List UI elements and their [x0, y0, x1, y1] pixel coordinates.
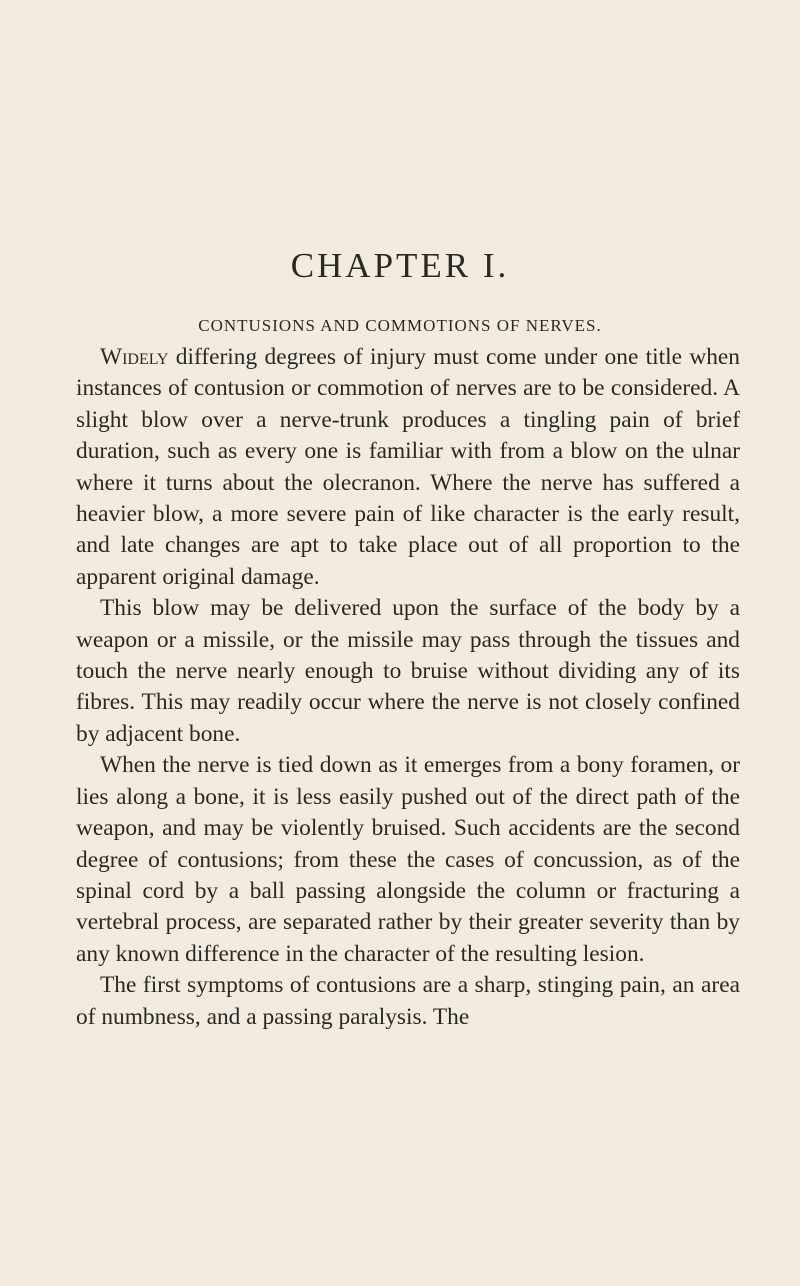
paragraph-2: This blow may be delivered upon the surface of the body by a weapon or a missile, or the missile may pass through the tissues and touch the nerve nearly enough to bruise without dividing any of its fibres. This may readily occur where the nerve is not closely confined by adjacent bone.	[76, 595, 740, 747]
body-text	[76, 342, 740, 1033]
paragraph-lead-word: Widely	[100, 344, 169, 370]
chapter-subtitle: CONTUSIONS AND COMMOTIONS OF NERVES.	[198, 316, 602, 335]
paragraph-4: The first symptoms of contusions are a sharp, stinging pain, an area of numbness, and a passing paralysis. The	[76, 972, 740, 1030]
paragraph-1	[76, 342, 740, 593]
chapter-title: CHAPTER I.	[290, 246, 510, 285]
paragraph-3: When the nerve is tied down as it emerges from a bony foramen, or lies along a bone, it is less easily pushed out of the direct path of the weapon, and may be violently bruised. Such accidents are the second degree of contusions; from these the cases of concussion, as of the spinal cord by a ball passing alongside the column or fracturing a vertebral process, are separated rather by their greater severity than by any known difference in the character of the resulting lesion.	[76, 752, 740, 967]
paragraph-1-text: differing degrees of injury must come under one title when instances of contusion or commotion of nerves are to be considered. A slight blow over a nerve-trunk produces a tingling pain of brief duration, such as every one is familiar with from a blow on the ulnar where it turns about the olecranon. Where the nerve has suffered a heavier blow, a more severe pain of like character is the early result, and late changes are apt to take place out of all proportion to the apparent original damage.	[76, 344, 740, 590]
